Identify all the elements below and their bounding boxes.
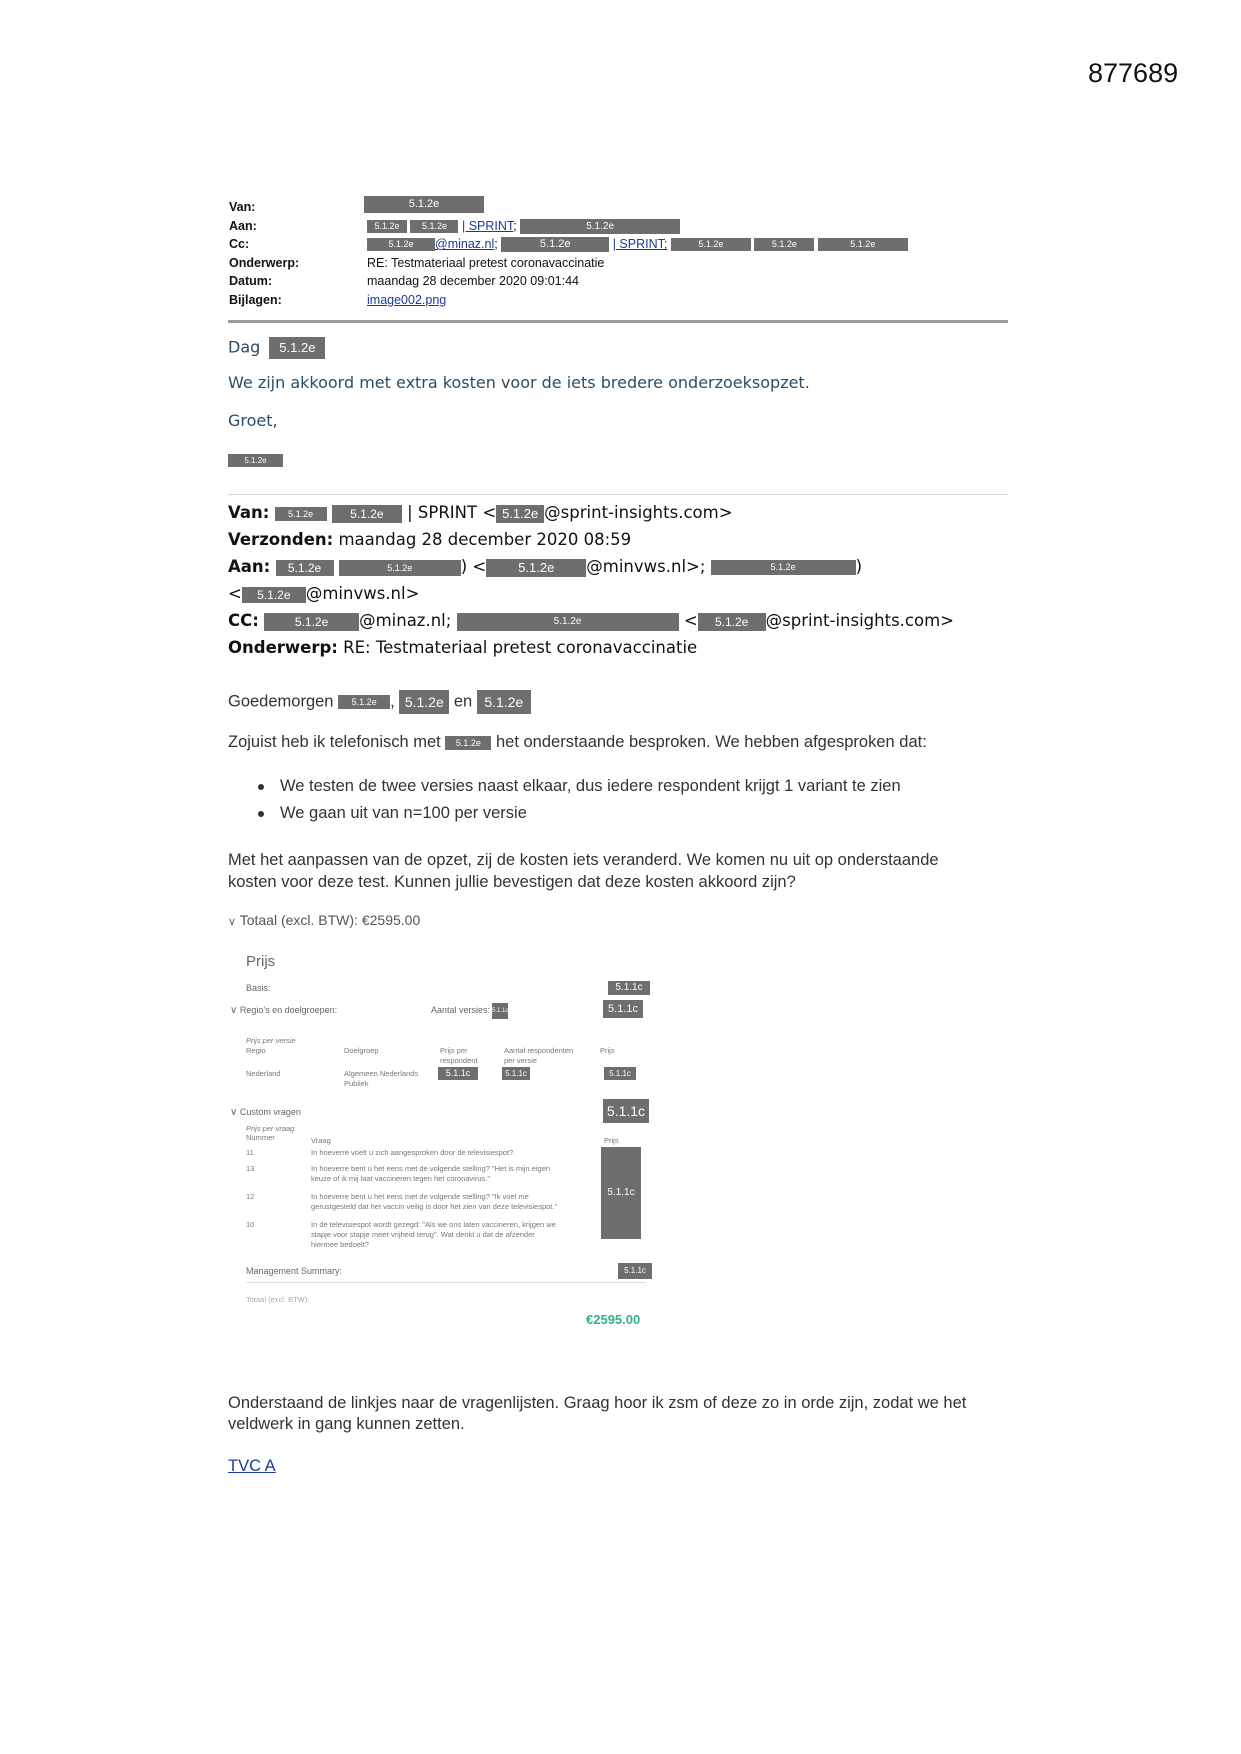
- van-label: Van:: [229, 200, 256, 214]
- sprint-link-cc[interactable]: | SPRINT;: [612, 237, 668, 252]
- redaction: 5.1.2e: [477, 690, 531, 714]
- greeting: Dag: [228, 337, 261, 357]
- pricing-summary-header[interactable]: ∨ Totaal (excl. BTW): €2595.00: [228, 912, 421, 928]
- sprint-link[interactable]: | SPRINT: [461, 218, 514, 233]
- orig-van: Van: 5.1.2e 5.1.2e | SPRINT < 5.1.2e @sprint-insights.com>: [228, 503, 733, 522]
- paragraph: Onderstaand de linkjes naar de vragenlijsten. Graag hoor ik zsm of deze zo in orde zijn, zodat we het: [228, 1394, 967, 1412]
- redaction: 5.1.1c: [502, 1067, 530, 1080]
- redaction: 5.1.1c: [604, 1067, 636, 1080]
- message-divider: [228, 494, 1008, 495]
- orig-aan: Aan: 5.1.2e 5.1.2e ) < 5.1.2e @minvws.nl>; 5.1.2e ): [228, 557, 863, 576]
- redaction: 5.1.1c: [603, 1000, 643, 1018]
- redaction: 5.1.2e: [520, 219, 680, 234]
- chevron-down-icon: ∨: [230, 1005, 238, 1016]
- paragraph: Met het aanpassen van de opzet, zij de kosten iets veranderd. We komen nu uit op onderstaande: [228, 851, 939, 869]
- redaction: 5.1.1c: [438, 1067, 478, 1080]
- minaz-link[interactable]: @minaz.nl: [435, 237, 495, 252]
- redaction: 5.1.2e: [269, 337, 325, 359]
- redaction: 5.1.2e: [671, 238, 751, 251]
- redaction: 5.1.2e: [367, 220, 407, 233]
- prijs-heading: Prijs: [246, 953, 276, 970]
- redaction: 5.1.2e: [496, 505, 544, 523]
- redaction: 5.1.1c: [603, 1099, 649, 1123]
- redaction: 5.1.2e: [332, 505, 402, 523]
- paragraph: kosten voor deze test. Kunnen jullie bevestigen dat deze kosten akkoord zijn?: [228, 873, 796, 891]
- chevron-down-icon: ∨: [230, 1107, 238, 1118]
- total-price: €2595.00: [586, 1312, 641, 1327]
- redaction: 5.1.1c: [608, 981, 650, 995]
- chevron-down-icon: ∨: [228, 916, 237, 928]
- divider: [246, 1282, 646, 1283]
- datum-label: Datum:: [229, 274, 273, 289]
- cc-label: Cc:: [229, 237, 250, 252]
- bullet-item: We gaan uit van n=100 per versie: [258, 804, 527, 823]
- redaction: 5.1.2e: [754, 238, 814, 251]
- redaction: 5.1.2e: [818, 238, 908, 251]
- subject: RE: Testmateriaal pretest coronavaccinatie: [367, 255, 605, 270]
- orig-cc: CC: 5.1.2e @minaz.nl; 5.1.2e < 5.1.2e @sprint-insights.com>: [228, 611, 954, 630]
- reply-text: We zijn akkoord met extra kosten voor de iets bredere onderzoeksopzet.: [228, 373, 810, 392]
- redaction: 5.1.2e: [501, 237, 609, 252]
- closing: Groet,: [228, 411, 278, 430]
- redaction: 5.1.2e: [264, 613, 359, 631]
- header-divider: [228, 320, 1008, 323]
- attachment-link[interactable]: image002.png: [367, 293, 447, 307]
- redaction: 5.1.2e: [698, 613, 766, 631]
- redaction: 5.1.2e: [445, 736, 491, 750]
- aan-label: Aan:: [229, 218, 257, 233]
- paragraph: veldwerk in gang kunnen zetten.: [228, 1415, 465, 1433]
- redaction: 5.1.2e: [364, 196, 484, 213]
- redaction: 5.1.2e: [367, 238, 435, 251]
- redaction: 5.1.2e: [276, 560, 334, 576]
- redaction: 5.1.2e: [242, 587, 306, 603]
- redaction: 5.1.2e: [339, 560, 461, 576]
- bijlagen-label: Bijlagen:: [229, 293, 282, 307]
- date: maandag 28 december 2020 09:01:44: [367, 274, 579, 289]
- tvc-a-link[interactable]: TVC A: [228, 1457, 276, 1475]
- bullet-item: We testen de twee versies naast elkaar, dus iedere respondent krijgt 1 variant te zien: [258, 777, 901, 796]
- redaction: 5.1.2e: [711, 560, 856, 575]
- redaction: 5.1.2e: [410, 220, 458, 233]
- redaction: 5.1.2e: [275, 507, 327, 521]
- document-number: 877689: [1088, 58, 1179, 88]
- redaction: 5.1.2e: [338, 695, 390, 709]
- redaction: 5.1.2e: [399, 690, 449, 714]
- zojuist-line: Zojuist heb ik telefonisch met 5.1.2e het onderstaande besproken. We hebben afgesproken dat:: [228, 733, 927, 751]
- pricing-screenshot: Prijs Basis: 5.1.1c ∨ Regio's en doelgroepen: Aantal versies: 5.1.1c 5.1.1c Prijs per versie Regio Doelgroep Prijs per respondent Aantal respondenten per versie Prijs Nederland Algemeen Nederlands Publiek 5.1.1c 5.1.1c 5.1.1c ∨ Custom vragen 5.1.1c Prijs per vraag Nummer Vraag Prijs 11 In hoeverre voelt u zich aangesproken door de televisiespot? 13 In hoeverre bent u het eens met de volgende stelling? "Het is mijn eigen keuze of ik mij laat vaccineren tegen het coronavirus." 12 In hoeverre bent u het eens met de volgende stelling? "Ik voel me gerustgesteld dat het vaccin veilig is door het zien van deze televisiespot." 10 In de televisiespot wordt gezegd: "Als we ons laten vaccineren, krijgen we stapje voor stapje meer vrijheid terug". Wat denkt u dat de afzender hiermee bedoelt? 5.1.1c Management Summary: 5.1.1c Totaal (excl. BTW): €2595.00: [228, 905, 678, 1357]
- redaction: 5.1.2e: [457, 613, 679, 631]
- orig-verzonden: Verzonden: maandag 28 december 2020 08:59: [228, 530, 632, 549]
- redaction: 5.1.2e: [486, 559, 586, 577]
- orig-onderwerp: Onderwerp: RE: Testmateriaal pretest coronavaccinatie: [228, 638, 698, 657]
- redaction-signature: 5.1.2e: [228, 454, 283, 467]
- redaction: 5.1.1c: [618, 1263, 652, 1279]
- redaction: 5.1.1c: [601, 1147, 641, 1239]
- onderwerp-label: Onderwerp:: [229, 255, 300, 270]
- goedemorgen-line: Goedemorgen 5.1.2e , 5.1.2e en 5.1.2e: [228, 690, 531, 714]
- redaction: 5.1.1c: [492, 1003, 508, 1019]
